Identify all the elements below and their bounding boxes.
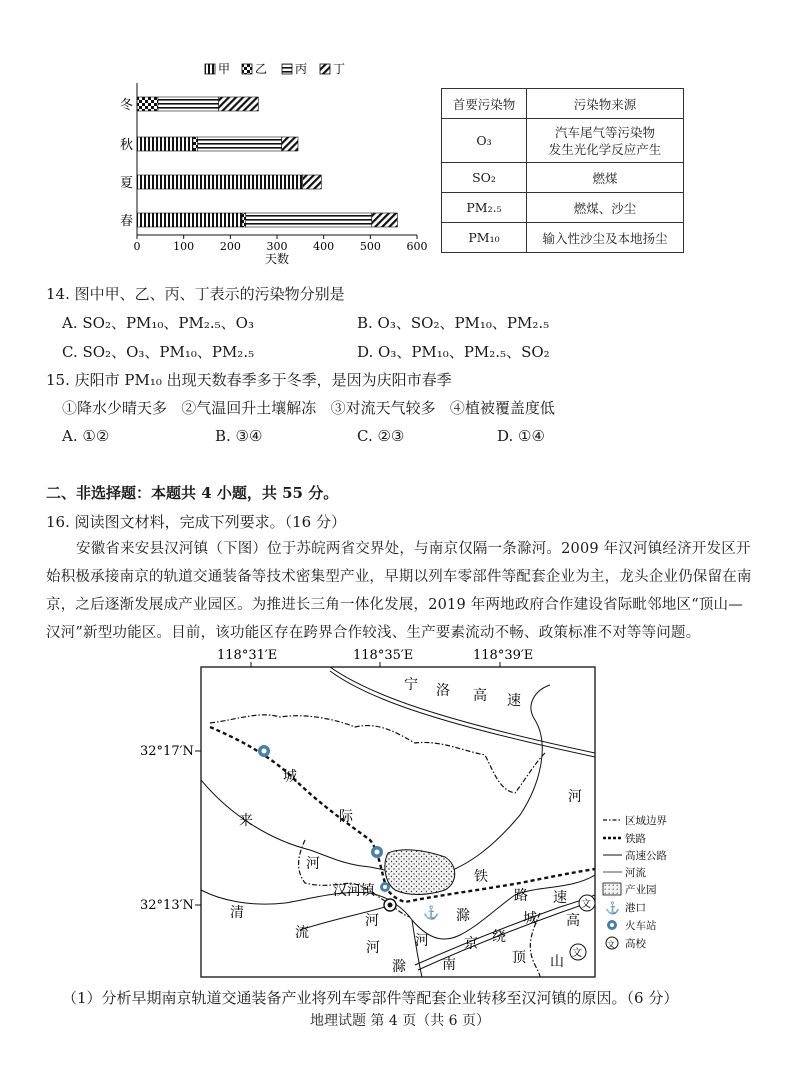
svg-text:顶: 顶	[512, 950, 526, 966]
q14-option-c[interactable]: C. SO₂、O₃、PM₁₀、PM₂.₅	[62, 343, 255, 361]
q16-sub1: （1）分析早期南京轨道交通装备产业将列车零部件等配套企业转移至汉河镇的原因。（6 分）	[62, 989, 679, 1007]
train-station-icon	[371, 846, 383, 858]
category-label: 春	[120, 214, 134, 229]
train-station-icon	[380, 882, 390, 892]
svg-text:城: 城	[523, 911, 537, 927]
table-row	[442, 223, 684, 253]
svg-text:高: 高	[473, 688, 487, 704]
longitude-label: 118°35′E	[353, 648, 414, 663]
bar-segment-乙	[193, 137, 198, 151]
tick-label: 400	[313, 240, 335, 253]
svg-text:滁: 滁	[456, 908, 470, 924]
svg-text:清: 清	[230, 905, 244, 921]
x-axis-label: 天数	[264, 252, 290, 265]
legend-yi: 乙	[255, 62, 268, 76]
industrial-park	[385, 850, 455, 895]
svg-text:来: 来	[239, 813, 253, 829]
legend-jia: 甲	[218, 62, 231, 76]
bar-segment-丁	[303, 175, 322, 189]
svg-text:河: 河	[365, 913, 379, 929]
q15-stem: 15. 庆阳市 PM₁₀ 出现天数春季多于冬季，是因为庆阳市春季	[46, 371, 452, 389]
table-cell-source: 燃煤、沙尘	[527, 193, 684, 223]
table-cell-source	[527, 119, 684, 163]
svg-text:路: 路	[514, 888, 528, 904]
svg-text:京: 京	[464, 936, 478, 952]
tick-label: 200	[219, 240, 241, 253]
source-line: 汽车尾气等污染物	[554, 124, 655, 140]
latitude-label: 32°17′N	[140, 744, 194, 759]
svg-text:河: 河	[366, 940, 380, 956]
legend-boundary: 区域边界	[625, 815, 667, 827]
bar-segment-丁	[282, 137, 298, 151]
category-label: 夏	[120, 176, 134, 191]
svg-text:河: 河	[415, 933, 429, 949]
svg-text:南: 南	[442, 957, 456, 973]
section-heading: 二、非选择题：本题共 4 小题，共 55 分。	[46, 484, 339, 502]
svg-text:城: 城	[283, 769, 297, 785]
table-cell-pollutant: PM₁₀	[442, 223, 527, 253]
longitude-label: 118°31′E	[217, 648, 278, 663]
port-icon: ⚓	[423, 906, 440, 921]
table-cell-pollutant: PM₂.₅	[442, 193, 527, 223]
pollutant-source-table	[441, 88, 684, 253]
bar-segment-乙	[137, 97, 158, 111]
svg-text:速: 速	[553, 890, 567, 906]
q15-option-b[interactable]: B. ③④	[215, 427, 263, 445]
legend-train-station: 火车站	[625, 920, 657, 932]
svg-text:文: 文	[581, 899, 591, 910]
table-row	[442, 163, 684, 193]
tick-label: 0	[133, 240, 141, 253]
bar-segment-丙	[246, 213, 372, 227]
tick-label: 100	[173, 240, 195, 253]
q15-option-c[interactable]: C. ②③	[357, 427, 405, 445]
university-icon	[579, 895, 595, 911]
svg-text:滁: 滁	[392, 959, 406, 975]
legend-ding: 丁	[333, 62, 346, 76]
pollution-bar-chart	[100, 55, 430, 265]
svg-text:文: 文	[572, 948, 582, 959]
bar-segment-丁	[219, 97, 259, 111]
q14-stem: 14. 图中甲、乙、丙、丁表示的污染物分别是	[46, 285, 345, 303]
train-station-icon	[258, 745, 270, 757]
tick-label: 300	[266, 240, 288, 253]
university-icon	[570, 944, 586, 960]
svg-text:流: 流	[295, 925, 309, 941]
legend-university: 高校	[625, 938, 646, 950]
source-line: 发生光化学反应产生	[548, 141, 662, 157]
legend-river: 河流	[625, 867, 646, 879]
legend-bing: 丙	[295, 62, 308, 76]
map-legend	[600, 812, 705, 956]
q16-paragraph: 安徽省来安县汉河镇（下图）位于苏皖两省交界处，与南京仅隔一条滁河。2009 年汉河镇经济开发区开始积极承接南京的轨道交通装备等技术密集型产业，早期以列车零部件等配套企业为主，龙头企业仍保留在南京，之后逐渐发展成产业园区。为推进长三角一体化发展，2019 年两地政府合作建设省际毗邻地区“顶山—汉河”新型功能区。目前，该功能区存在跨界合作较浅、生产要素流动不畅、政策标准不对等等问题。	[46, 541, 752, 641]
svg-text:汉河镇: 汉河镇	[333, 883, 375, 899]
table-cell-source: 燃煤	[527, 163, 684, 193]
page-footer: 地理试题 第 4 页（共 6 页）	[309, 1013, 491, 1029]
svg-text:河: 河	[568, 789, 582, 805]
longitude-label: 118°39′E	[473, 648, 534, 663]
q15-items: ①降水少晴天多 ②气温回升土壤解冻 ③对流天气较多 ④植被覆盖度低	[62, 399, 555, 417]
bar-segment-丙	[158, 97, 219, 111]
svg-text:速: 速	[507, 693, 521, 709]
q14-option-d[interactable]: D. O₃、PM₁₀、PM₂.₅、SO₂	[357, 343, 550, 361]
table-row	[442, 119, 684, 163]
svg-text:河: 河	[306, 856, 320, 872]
bar-segment-甲	[137, 137, 193, 151]
bar-segment-丁	[372, 213, 398, 227]
q15-option-d[interactable]: D. ①④	[497, 427, 545, 445]
legend-expressway: 高速公路	[625, 850, 667, 862]
svg-text:铁: 铁	[474, 869, 488, 885]
chart-bars	[137, 97, 397, 227]
svg-text:高: 高	[566, 913, 580, 929]
table-cell-pollutant: O₃	[442, 119, 527, 163]
chart-legend	[205, 62, 345, 76]
category-label: 秋	[120, 138, 134, 153]
bar-segment-乙	[242, 213, 246, 227]
q15-option-a[interactable]: A. ①②	[62, 427, 110, 445]
q14-option-a[interactable]: A. SO₂、PM₁₀、PM₂.₅、O₃	[62, 314, 254, 332]
legend-industrial-park: 产业园	[625, 884, 657, 896]
table-header-source: 污染物来源	[527, 89, 684, 119]
svg-text:洛: 洛	[436, 683, 450, 699]
legend-port: 港口	[625, 902, 646, 914]
map-place-labels	[230, 677, 582, 975]
q16-stem: 16. 阅读图文材料，完成下列要求。（16 分）	[46, 513, 346, 531]
q14-option-b[interactable]: B. O₃、SO₂、PM₁₀、PM₂.₅	[357, 314, 550, 332]
table-header-pollutant: 首要污染物	[442, 89, 527, 119]
table-cell-pollutant: SO₂	[442, 163, 527, 193]
svg-text:绕: 绕	[492, 929, 506, 945]
bar-segment-甲	[137, 175, 303, 189]
svg-text:文: 文	[607, 940, 615, 949]
bar-segment-甲	[137, 213, 242, 227]
legend-railway: 铁路	[625, 833, 646, 845]
latitude-label: 32°13′N	[140, 898, 194, 913]
category-label: 冬	[120, 98, 134, 113]
table-row	[442, 193, 684, 223]
tick-label: 500	[359, 240, 381, 253]
svg-text:宁: 宁	[404, 677, 418, 693]
tick-label: 600	[406, 240, 428, 253]
svg-text:山: 山	[550, 954, 564, 970]
bar-segment-丙	[198, 137, 282, 151]
svg-text:际: 际	[339, 809, 353, 825]
table-cell-source: 输入性沙尘及本地扬尘	[527, 223, 684, 253]
legend-port-icon: ⚓	[605, 901, 620, 915]
town-marker-icon	[384, 899, 396, 911]
map-frame	[201, 667, 595, 977]
